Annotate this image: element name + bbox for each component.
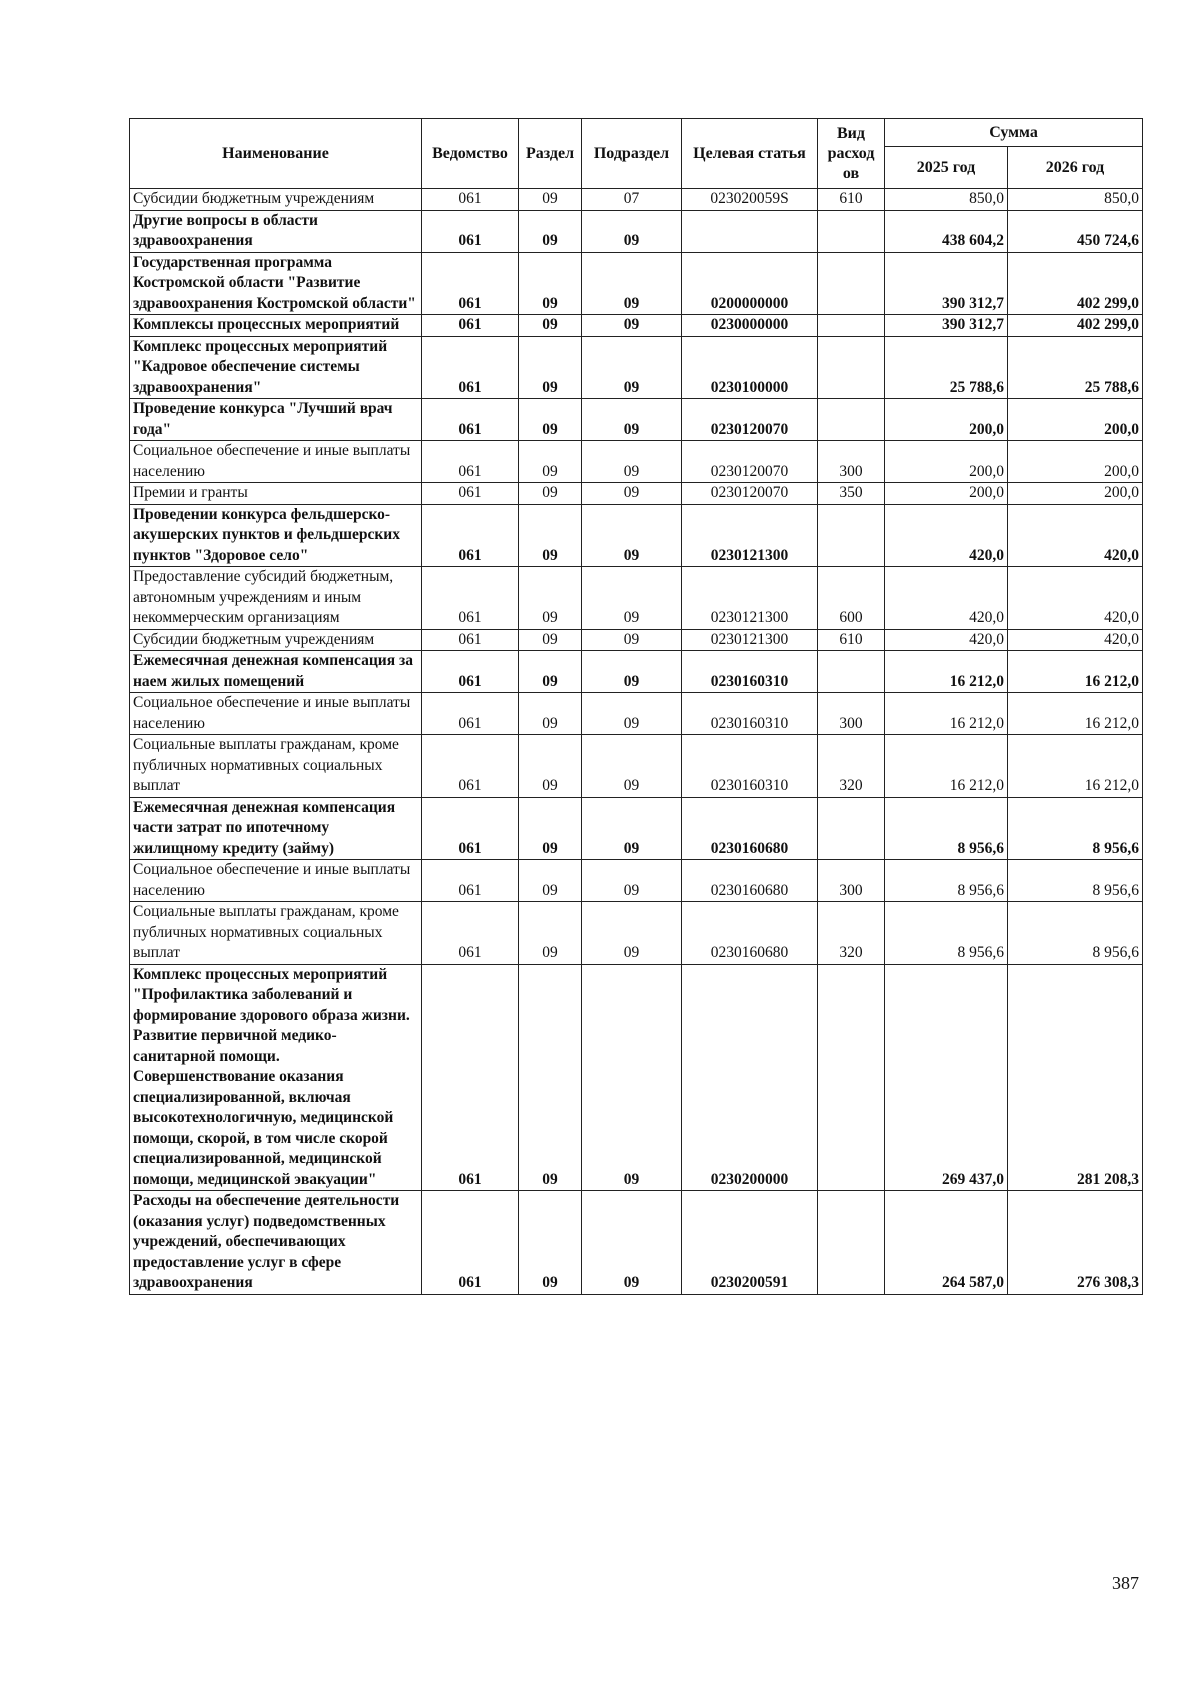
row-celevaya-cell: 0230120070: [682, 483, 818, 505]
header-podrazdel: Подраздел: [582, 119, 682, 189]
row-podrazdel-cell: 09: [582, 964, 682, 1191]
row-celevaya-cell: 023020059S: [682, 189, 818, 211]
table-row: [130, 441, 1143, 483]
table-row: [130, 189, 1143, 211]
row-sum-2026-cell: 420,0: [1008, 629, 1143, 651]
row-name-cell: Социальные выплаты гражданам, кроме публичных нормативных социальных выплат: [130, 902, 422, 965]
row-podrazdel-cell: 09: [582, 504, 682, 567]
row-vedomstvo-cell: 061: [422, 693, 519, 735]
row-sum-2025-cell: 200,0: [885, 399, 1008, 441]
row-razdel-cell: 09: [519, 651, 582, 693]
row-podrazdel-cell: 09: [582, 693, 682, 735]
row-name-cell: Социальное обеспечение и иные выплаты населению: [130, 693, 422, 735]
row-vedomstvo-cell: 061: [422, 399, 519, 441]
row-vid-cell: [818, 315, 885, 337]
header-year-2025: 2025 год: [885, 147, 1008, 189]
row-name-cell: Субсидии бюджетным учреждениям: [130, 629, 422, 651]
row-podrazdel-cell: 09: [582, 651, 682, 693]
row-sum-2026-cell: 8 956,6: [1008, 860, 1143, 902]
row-razdel-cell: 09: [519, 735, 582, 798]
row-podrazdel-cell: 09: [582, 441, 682, 483]
row-celevaya-cell: 0230000000: [682, 315, 818, 337]
row-razdel-cell: 09: [519, 567, 582, 630]
row-celevaya-cell: 0230160310: [682, 693, 818, 735]
row-name-cell: Социальное обеспечение и иные выплаты населению: [130, 441, 422, 483]
row-podrazdel-cell: 09: [582, 1191, 682, 1295]
row-celevaya-cell: 0230160310: [682, 735, 818, 798]
row-vid-cell: [818, 504, 885, 567]
row-celevaya-cell: [682, 210, 818, 252]
row-razdel-cell: 09: [519, 315, 582, 337]
table-row: [130, 902, 1143, 965]
table-row: [130, 797, 1143, 860]
row-sum-2025-cell: 850,0: [885, 189, 1008, 211]
table-row: [130, 964, 1143, 1191]
row-name-cell: Премии и гранты: [130, 483, 422, 505]
row-name-cell: Комплексы процессных мероприятий: [130, 315, 422, 337]
row-vedomstvo-cell: 061: [422, 315, 519, 337]
row-razdel-cell: 09: [519, 336, 582, 399]
row-vedomstvo-cell: 061: [422, 252, 519, 315]
row-vid-cell: 610: [818, 189, 885, 211]
row-sum-2025-cell: 420,0: [885, 567, 1008, 630]
table-body: [130, 189, 1143, 1295]
row-vid-cell: 300: [818, 693, 885, 735]
row-sum-2026-cell: 402 299,0: [1008, 315, 1143, 337]
table-row: [130, 483, 1143, 505]
row-sum-2025-cell: 438 604,2: [885, 210, 1008, 252]
row-vid-cell: 300: [818, 860, 885, 902]
row-sum-2025-cell: 16 212,0: [885, 651, 1008, 693]
row-razdel-cell: 09: [519, 483, 582, 505]
row-celevaya-cell: 0230121300: [682, 567, 818, 630]
row-sum-2026-cell: 16 212,0: [1008, 693, 1143, 735]
row-vid-cell: [818, 651, 885, 693]
header-vedomstvo: Ведомство: [422, 119, 519, 189]
row-podrazdel-cell: 09: [582, 567, 682, 630]
row-vedomstvo-cell: 061: [422, 567, 519, 630]
row-razdel-cell: 09: [519, 693, 582, 735]
table-row: [130, 252, 1143, 315]
row-vedomstvo-cell: 061: [422, 735, 519, 798]
row-razdel-cell: 09: [519, 189, 582, 211]
row-vid-cell: 350: [818, 483, 885, 505]
row-sum-2026-cell: 420,0: [1008, 504, 1143, 567]
row-celevaya-cell: 0230120070: [682, 441, 818, 483]
row-sum-2025-cell: 264 587,0: [885, 1191, 1008, 1295]
row-sum-2026-cell: 25 788,6: [1008, 336, 1143, 399]
row-podrazdel-cell: 09: [582, 315, 682, 337]
row-sum-2025-cell: 420,0: [885, 504, 1008, 567]
row-sum-2026-cell: 200,0: [1008, 399, 1143, 441]
table-row: [130, 567, 1143, 630]
row-name-cell: Предоставление субсидий бюджетным, автономным учреждениям и иным некоммерческим организациям: [130, 567, 422, 630]
row-sum-2026-cell: 850,0: [1008, 189, 1143, 211]
row-vid-cell: [818, 797, 885, 860]
row-podrazdel-cell: 09: [582, 252, 682, 315]
row-sum-2025-cell: 269 437,0: [885, 964, 1008, 1191]
row-name-cell: Расходы на обеспечение деятельности (оказания услуг) подведомственных учреждений, обеспечивающих предоставление услуг в сфере здравоохранения: [130, 1191, 422, 1295]
budget-table: [129, 118, 1143, 1295]
row-celevaya-cell: 0230121300: [682, 504, 818, 567]
row-name-cell: Ежемесячная денежная компенсация за наем жилых помещений: [130, 651, 422, 693]
row-sum-2025-cell: 25 788,6: [885, 336, 1008, 399]
table-row: [130, 315, 1143, 337]
row-name-cell: Проведении конкурса фельдшерско-акушерских пунктов и фельдшерских пунктов "Здоровое село": [130, 504, 422, 567]
row-podrazdel-cell: 09: [582, 860, 682, 902]
header-razdel: Раздел: [519, 119, 582, 189]
row-vedomstvo-cell: 061: [422, 964, 519, 1191]
row-vedomstvo-cell: 061: [422, 1191, 519, 1295]
row-razdel-cell: 09: [519, 629, 582, 651]
row-podrazdel-cell: 09: [582, 735, 682, 798]
table-row: [130, 860, 1143, 902]
row-sum-2026-cell: 8 956,6: [1008, 902, 1143, 965]
table-row: [130, 336, 1143, 399]
row-sum-2026-cell: 200,0: [1008, 483, 1143, 505]
row-sum-2025-cell: 390 312,7: [885, 252, 1008, 315]
row-celevaya-cell: 0230200000: [682, 964, 818, 1191]
row-vedomstvo-cell: 061: [422, 651, 519, 693]
row-vedomstvo-cell: 061: [422, 902, 519, 965]
row-vid-cell: [818, 399, 885, 441]
table-row: [130, 629, 1143, 651]
row-sum-2025-cell: 8 956,6: [885, 797, 1008, 860]
row-sum-2025-cell: 200,0: [885, 441, 1008, 483]
table-row: [130, 1191, 1143, 1295]
row-celevaya-cell: 0230160310: [682, 651, 818, 693]
row-podrazdel-cell: 09: [582, 797, 682, 860]
row-razdel-cell: 09: [519, 399, 582, 441]
header-summa: Сумма: [885, 119, 1143, 147]
row-vedomstvo-cell: 061: [422, 483, 519, 505]
row-sum-2025-cell: 16 212,0: [885, 693, 1008, 735]
row-vid-cell: 320: [818, 902, 885, 965]
row-name-cell: Государственная программа Костромской области "Развитие здравоохранения Костромской области": [130, 252, 422, 315]
row-name-cell: Социальные выплаты гражданам, кроме публичных нормативных социальных выплат: [130, 735, 422, 798]
row-celevaya-cell: 0230200591: [682, 1191, 818, 1295]
header-celevaya-statya: Целевая статья: [682, 119, 818, 189]
table-row: [130, 651, 1143, 693]
row-vid-cell: [818, 1191, 885, 1295]
row-name-cell: Другие вопросы в области здравоохранения: [130, 210, 422, 252]
row-vedomstvo-cell: 061: [422, 797, 519, 860]
page-number: 387: [1112, 1573, 1139, 1593]
row-vedomstvo-cell: 061: [422, 441, 519, 483]
row-name-cell: Социальное обеспечение и иные выплаты населению: [130, 860, 422, 902]
row-celevaya-cell: 0230120070: [682, 399, 818, 441]
row-vedomstvo-cell: 061: [422, 189, 519, 211]
row-sum-2026-cell: 16 212,0: [1008, 735, 1143, 798]
row-podrazdel-cell: 09: [582, 902, 682, 965]
header-name: Наименование: [130, 119, 422, 189]
row-vid-cell: [818, 336, 885, 399]
row-vid-cell: 600: [818, 567, 885, 630]
row-vid-cell: 320: [818, 735, 885, 798]
row-razdel-cell: 09: [519, 1191, 582, 1295]
row-vid-cell: [818, 964, 885, 1191]
row-celevaya-cell: 0230160680: [682, 902, 818, 965]
row-sum-2026-cell: 402 299,0: [1008, 252, 1143, 315]
row-sum-2025-cell: 200,0: [885, 483, 1008, 505]
row-razdel-cell: 09: [519, 210, 582, 252]
row-razdel-cell: 09: [519, 252, 582, 315]
row-razdel-cell: 09: [519, 964, 582, 1191]
row-podrazdel-cell: 09: [582, 629, 682, 651]
table-row: [130, 399, 1143, 441]
row-podrazdel-cell: 09: [582, 210, 682, 252]
row-sum-2025-cell: 8 956,6: [885, 902, 1008, 965]
row-vid-cell: 300: [818, 441, 885, 483]
header-vid-rashodov: Вид расход ов: [818, 119, 885, 189]
row-podrazdel-cell: 09: [582, 336, 682, 399]
row-vedomstvo-cell: 061: [422, 210, 519, 252]
row-name-cell: Субсидии бюджетным учреждениям: [130, 189, 422, 211]
row-razdel-cell: 09: [519, 441, 582, 483]
table-row: [130, 693, 1143, 735]
row-sum-2026-cell: 200,0: [1008, 441, 1143, 483]
row-vedomstvo-cell: 061: [422, 336, 519, 399]
row-sum-2025-cell: 8 956,6: [885, 860, 1008, 902]
row-vedomstvo-cell: 061: [422, 860, 519, 902]
row-razdel-cell: 09: [519, 902, 582, 965]
row-celevaya-cell: 0230100000: [682, 336, 818, 399]
row-podrazdel-cell: 09: [582, 483, 682, 505]
table-row: [130, 504, 1143, 567]
row-razdel-cell: 09: [519, 860, 582, 902]
row-vedomstvo-cell: 061: [422, 504, 519, 567]
row-name-cell: Комплекс процессных мероприятий "Профилактика заболеваний и формирование здорового образа жизни. Развитие первичной медико-санитарной помощи. Совершенствование оказания специализированной, включая высокотехнологичную, медицинской помощи, скорой, в том числе скорой специализированной, медицинской помощи, медицинской эвакуации": [130, 964, 422, 1191]
row-vedomstvo-cell: 061: [422, 629, 519, 651]
row-sum-2026-cell: 420,0: [1008, 567, 1143, 630]
row-sum-2026-cell: 450 724,6: [1008, 210, 1143, 252]
row-podrazdel-cell: 07: [582, 189, 682, 211]
header-year-2026: 2026 год: [1008, 147, 1143, 189]
row-razdel-cell: 09: [519, 797, 582, 860]
row-celevaya-cell: 0200000000: [682, 252, 818, 315]
row-name-cell: Проведение конкурса "Лучший врач года": [130, 399, 422, 441]
row-celevaya-cell: 0230160680: [682, 797, 818, 860]
row-sum-2025-cell: 390 312,7: [885, 315, 1008, 337]
row-razdel-cell: 09: [519, 504, 582, 567]
row-name-cell: Ежемесячная денежная компенсация части затрат по ипотечному жилищному кредиту (займу): [130, 797, 422, 860]
row-sum-2025-cell: 420,0: [885, 629, 1008, 651]
table-row: [130, 210, 1143, 252]
row-sum-2026-cell: 281 208,3: [1008, 964, 1143, 1191]
row-sum-2025-cell: 16 212,0: [885, 735, 1008, 798]
row-vid-cell: 610: [818, 629, 885, 651]
row-vid-cell: [818, 210, 885, 252]
row-celevaya-cell: 0230160680: [682, 860, 818, 902]
row-vid-cell: [818, 252, 885, 315]
row-sum-2026-cell: 276 308,3: [1008, 1191, 1143, 1295]
row-sum-2026-cell: 16 212,0: [1008, 651, 1143, 693]
row-sum-2026-cell: 8 956,6: [1008, 797, 1143, 860]
row-podrazdel-cell: 09: [582, 399, 682, 441]
table-row: [130, 735, 1143, 798]
row-celevaya-cell: 0230121300: [682, 629, 818, 651]
row-name-cell: Комплекс процессных мероприятий "Кадровое обеспечение системы здравоохранения": [130, 336, 422, 399]
